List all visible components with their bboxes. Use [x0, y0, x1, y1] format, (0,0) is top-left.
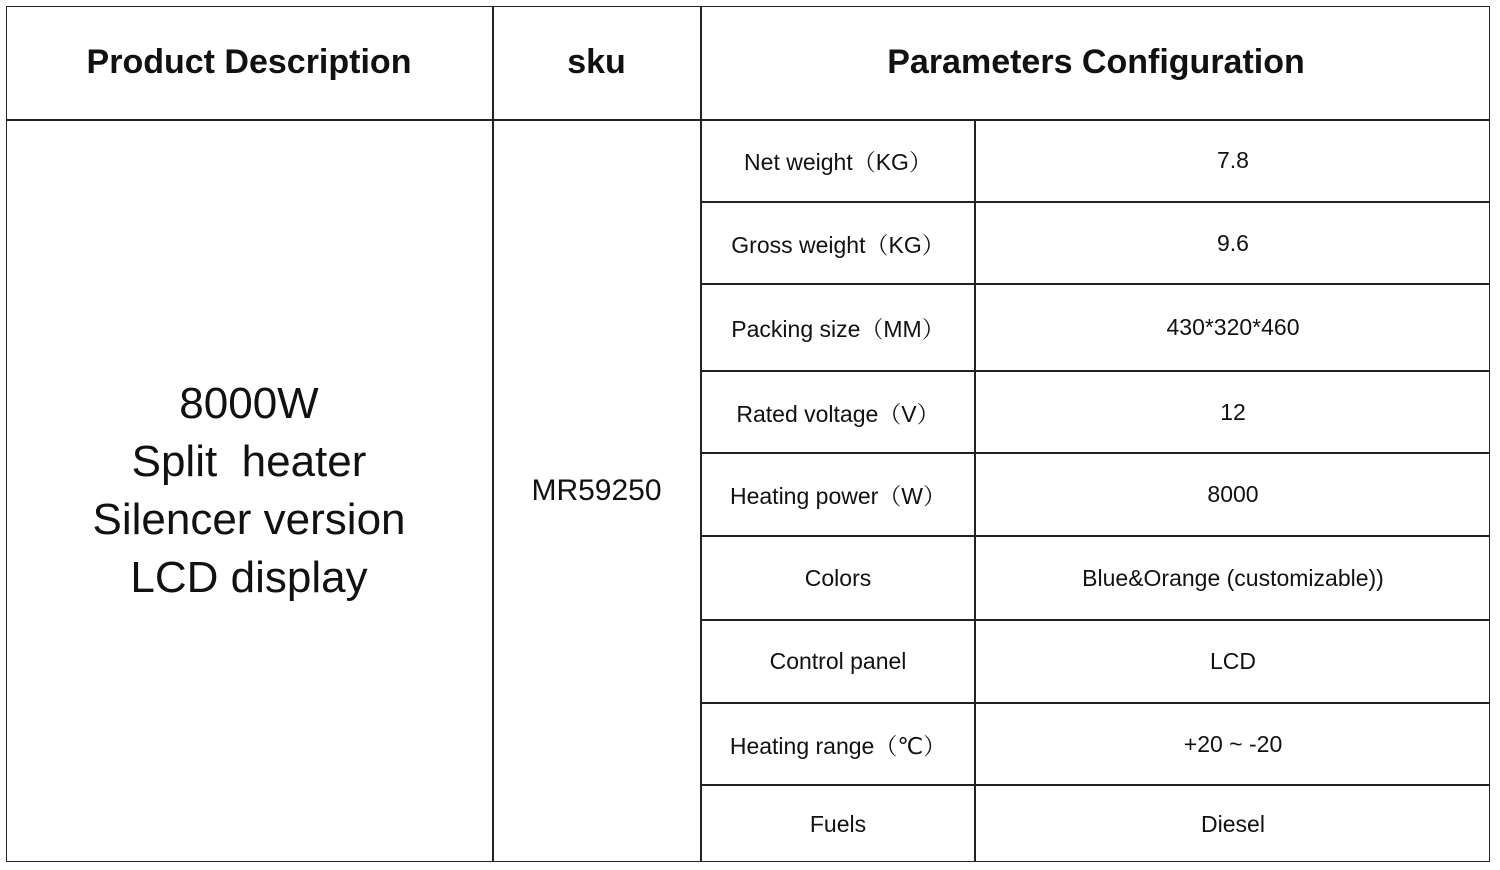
param-label-heating-power: Heating power（W） [729, 483, 947, 509]
param-value-colors: Blue&Orange (customizable)) [1082, 564, 1384, 591]
product-display: LCD display [130, 553, 368, 602]
param-value-net-weight: 7.8 [1217, 147, 1249, 173]
param-label-heating-range: Heating range（℃） [729, 732, 947, 759]
product-description [92, 375, 405, 607]
param-value-rated-voltage: 12 [1220, 398, 1246, 425]
product-power: 8000W [179, 379, 319, 428]
product-type: Split heater [131, 437, 367, 486]
param-label-colors: Colors [804, 564, 872, 591]
param-value-packing-size: 430*320*460 [1166, 314, 1300, 340]
header-product-description: Product Description [86, 43, 412, 81]
param-value-fuels: Diesel [1201, 810, 1265, 837]
param-label-packing-size: Packing size（MM） [731, 316, 945, 342]
product-version: Silencer version [92, 495, 406, 544]
param-value-control-panel: LCD [1209, 648, 1256, 674]
header-parameters-configuration: Parameters Configuration [887, 43, 1305, 81]
param-value-heating-power: 8000 [1207, 481, 1259, 507]
param-label-rated-voltage: Rated voltage（V） [736, 400, 940, 427]
param-label-net-weight: Net weight（KG） [744, 149, 932, 175]
param-value-gross-weight: 9.6 [1217, 229, 1249, 256]
param-label-control-panel: Control panel [769, 648, 907, 674]
sku-value: MR59250 [531, 474, 662, 507]
product-description-cell [6, 120, 492, 862]
header-sku: sku [567, 43, 626, 81]
param-label-gross-weight: Gross weight（KG） [731, 231, 945, 258]
param-label-fuels: Fuels [809, 810, 867, 837]
param-value-heating-range: +20 ~ -20 [1183, 730, 1283, 757]
